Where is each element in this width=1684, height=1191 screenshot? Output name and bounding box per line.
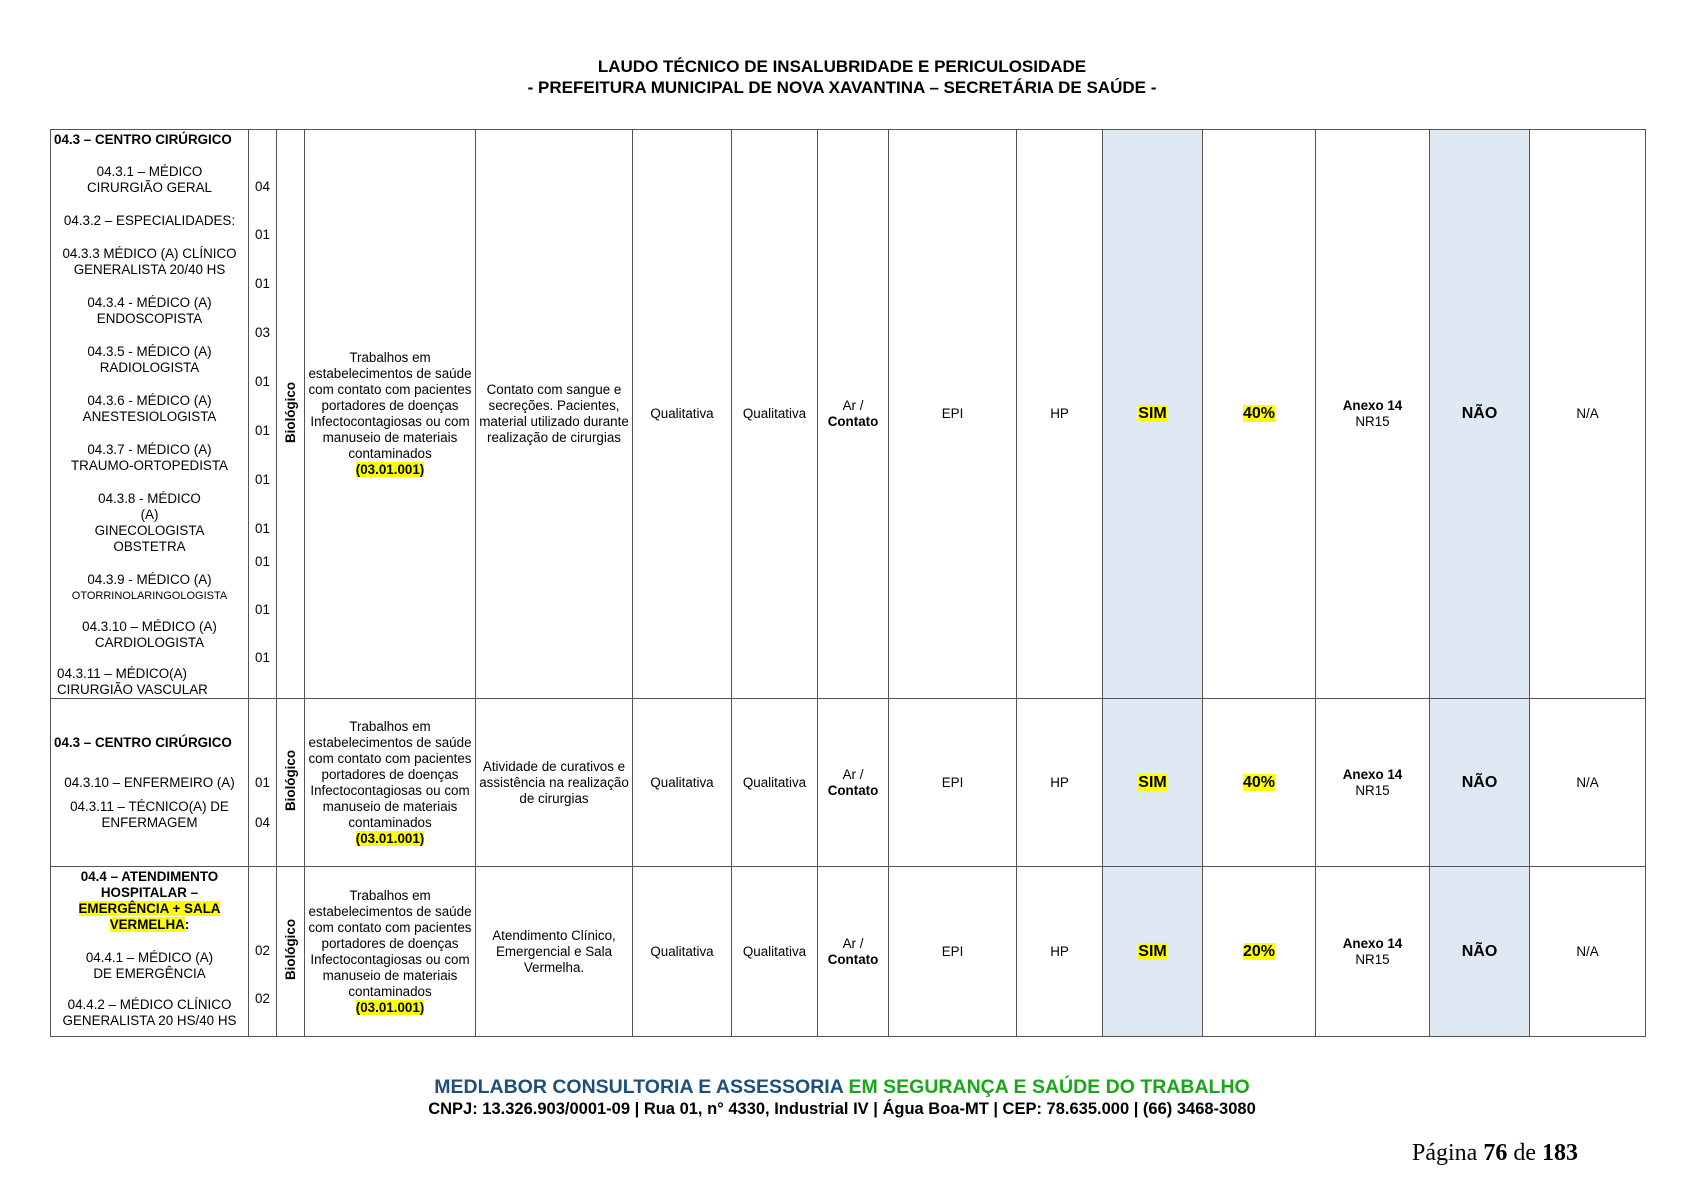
exposure-cell: Contato com sangue e secreções. Pacientes, material utilizado durante realização de cirurgias [476,130,633,699]
function-item: OTORRINOLARINGOLOGISTA [71,590,228,602]
function-item: 04.3.6 - MÉDICO (A) ANESTESIOLOGISTA [82,393,217,424]
activity-code: (03.01.001) [355,462,425,477]
function-item: 04.4.1 – MÉDICO (A) DE EMERGÊNCIA [85,950,214,981]
insalubrity-value: SIM [1138,773,1167,791]
quantity-value: 03 [255,325,270,340]
activity-text: Trabalhos em estabelecimentos de saúde com contato com pacientes portadores de doenças Infectocontagiosas ou com manuseio de materiais contaminados [308,887,472,999]
function-item: 04.3.11 – MÉDICO(A) CIRURGIÃO VASCULAR [57,666,208,697]
evaluation-cell: Qualitativa [633,867,732,1037]
table-row [51,130,1646,699]
sector-title: 04.3 – CENTRO CIRÚRGICO [54,132,232,147]
company-tagline: EM SEGURANÇA E SAÚDE DO TRABALHO [848,1076,1250,1098]
quantity-value: 01 [255,227,270,242]
degree-value: 20% [1242,942,1276,960]
agent-cell [277,699,305,867]
sector-title: 04.3 – CENTRO CIRÚRGICO [54,734,232,750]
hazard-cell [1430,130,1530,699]
agent-cell [277,130,305,699]
evaluation-cell: Qualitativa [732,130,818,699]
annex-text: Anexo 14 [1342,398,1403,413]
page-total: 183 [1542,1140,1578,1166]
document-header [0,56,1684,98]
route-cell [818,130,889,699]
route-text: Ar / [842,935,864,951]
function-item: 04.3.8 - MÉDICO (A) GINECOLOGISTA OBSTETRA [94,491,205,554]
function-item: 04.3.3 MÉDICO (A) CLÍNICO GENERALISTA 20/40 HS [62,246,237,277]
sector-title: 04.4 – ATENDIMENTO HOSPITALAR – [80,869,219,900]
degree-cell [1203,130,1316,699]
route-cell [818,867,889,1037]
insalubrity-cell [1103,130,1203,699]
degree-cell [1203,699,1316,867]
quantity-value: 01 [255,276,270,291]
protection-cell: EPI [889,130,1017,699]
function-cell [51,867,249,1037]
degree-value: 40% [1242,773,1276,791]
quantity-cell [249,130,277,699]
page-of: de [1513,1140,1536,1166]
activity-text: Trabalhos em estabelecimentos de saúde com contato com pacientes portadores de doenças Infectocontagiosas ou com manuseio de materiais contaminados [308,718,472,830]
header-subtitle: - PREFEITURA MUNICIPAL DE NOVA XAVANTINA – SECRETÁRIA DE SAÚDE - [527,78,1157,97]
type-cell: HP [1017,867,1103,1037]
quantity-value: 01 [255,602,270,617]
insalubrity-cell [1103,867,1203,1037]
activity-code: (03.01.001) [355,999,425,1015]
company-name: MEDLABOR CONSULTORIA E ASSESSORIA [434,1076,844,1098]
additional-cell: N/A [1530,699,1646,867]
protection-cell: EPI [889,699,1017,867]
function-item: 04.3.5 - MÉDICO (A) RADIOLOGISTA [87,344,212,375]
exposure-cell: Atividade de curativos e assistência na realização de cirurgias [476,699,633,867]
function-item: 04.3.2 – ESPECIALIDADES: [63,213,236,228]
hazard-cell [1430,699,1530,867]
insalubrity-value: SIM [1138,405,1167,422]
route-text: Ar / [842,398,864,413]
quantity-value: 01 [255,472,270,487]
activity-cell [305,699,476,867]
hazard-value: NÃO [1461,773,1498,791]
function-cell [51,699,249,867]
function-item: 04.3.7 - MÉDICO (A) TRAUMO-ORTOPEDISTA [71,442,228,473]
assessment-table [50,129,1646,1037]
hazard-value: NÃO [1461,942,1498,960]
evaluation-cell: Qualitativa [732,867,818,1037]
footer-address: CNPJ: 13.326.903/0001-09 | Rua 01, n° 4330, Industrial IV | Água Boa-MT | CEP: 78.635.000 | (66) 3468-3080 [428,1100,1256,1118]
agent-label: Biológico [282,919,298,980]
function-item: 04.3.10 – ENFERMEIRO (A) [64,774,235,790]
hazard-cell [1430,867,1530,1037]
norm-text: NR15 [1355,782,1390,798]
table-row [51,699,1646,867]
evaluation-cell: Qualitativa [633,130,732,699]
footer-company [0,1076,1684,1099]
function-item: 04.3.10 – MÉDICO (A) CARDIOLOGISTA [82,619,217,650]
annex-text: Anexo 14 [1342,935,1403,951]
quantity-value: 02 [255,943,270,958]
quantity-value: 01 [255,775,270,790]
sector-title-suffix: : [184,917,190,932]
page-prefix: Página [1412,1140,1478,1166]
activity-code: (03.01.001) [355,830,425,846]
route-text: Contato [827,782,879,798]
page-current: 76 [1483,1140,1508,1166]
agent-cell [277,867,305,1037]
degree-value: 40% [1242,405,1276,422]
quantity-value: 01 [255,423,270,438]
route-text: Ar / [842,766,864,782]
route-text: Contato [827,951,879,967]
exposure-cell: Atendimento Clínico, Emergencial e Sala Vermelha. [476,867,633,1037]
legal-basis-cell [1316,867,1430,1037]
function-cell [51,130,249,699]
quantity-value: 01 [255,650,270,665]
quantity-value: 01 [255,521,270,536]
function-item: 04.3.4 - MÉDICO (A) ENDOSCOPISTA [87,295,212,326]
insalubrity-value: SIM [1138,942,1167,960]
hazard-value: NÃO [1461,405,1498,422]
sector-highlight: EMERGÊNCIA + SALA VERMELHA [78,901,221,932]
norm-text: NR15 [1355,951,1390,967]
quantity-value: 04 [255,815,270,830]
quantity-value: 04 [255,179,270,194]
additional-cell: N/A [1530,867,1646,1037]
legal-basis-cell [1316,699,1430,867]
evaluation-cell: Qualitativa [732,699,818,867]
protection-cell: EPI [889,867,1017,1037]
quantity-value: 01 [255,554,270,569]
evaluation-cell: Qualitativa [633,699,732,867]
function-item: 04.3.11 – TÉCNICO(A) DE ENFERMAGEM [70,798,229,830]
type-cell: HP [1017,130,1103,699]
page-number [1412,1140,1578,1167]
activity-text: Trabalhos em estabelecimentos de saúde com contato com pacientes portadores de doenças Infectocontagiosas ou com manuseio de materiais contaminados [308,350,472,461]
norm-text: NR15 [1355,414,1390,429]
function-item: 04.4.2 – MÉDICO CLÍNICO GENERALISTA 20 HS/40 HS [62,997,237,1028]
route-text: Contato [827,414,879,429]
header-title: LAUDO TÉCNICO DE INSALUBRIDADE E PERICULOSIDADE [597,57,1087,76]
legal-basis-cell [1316,130,1430,699]
route-cell [818,699,889,867]
activity-cell [305,867,476,1037]
table-row [51,867,1646,1037]
agent-label: Biológico [282,750,298,811]
quantity-cell [249,867,277,1037]
annex-text: Anexo 14 [1342,766,1403,782]
sector-title [51,901,248,933]
function-item: 04.3.1 – MÉDICO CIRURGIÃO GERAL [86,164,212,195]
agent-label: Biológico [282,381,298,443]
quantity-cell [249,699,277,867]
additional-cell: N/A [1530,130,1646,699]
quantity-value: 02 [255,991,270,1006]
type-cell: HP [1017,699,1103,867]
quantity-value: 01 [255,374,270,389]
function-item: 04.3.9 - MÉDICO (A) [87,572,212,587]
insalubrity-cell [1103,699,1203,867]
degree-cell [1203,867,1316,1037]
activity-cell [305,130,476,699]
